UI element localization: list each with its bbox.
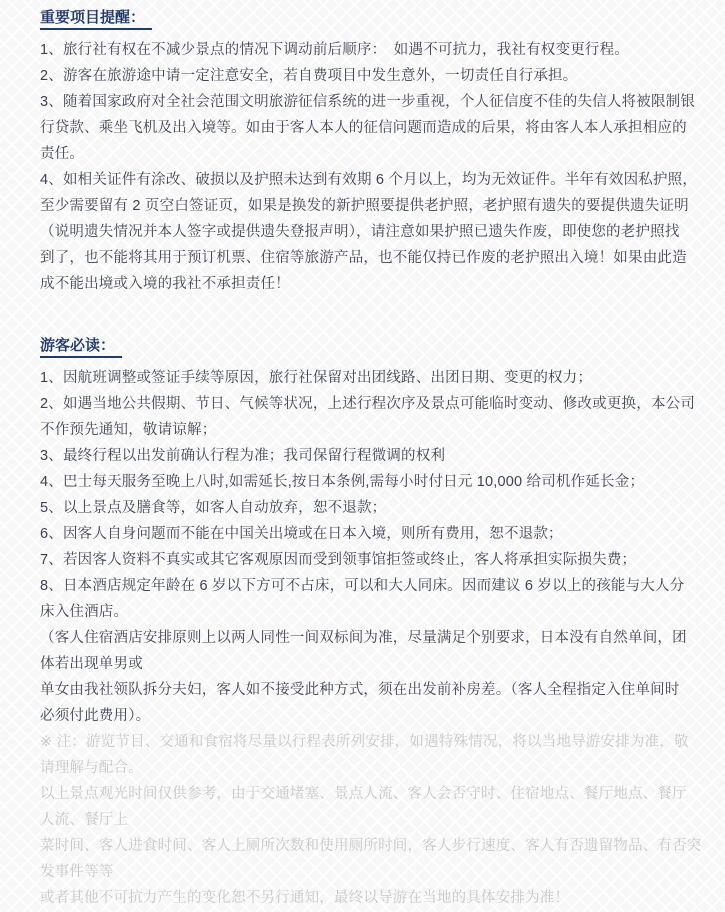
disclaimer-line-2: 以上景点观光时间仅供参考，由于交通堵塞、景点人流、客人会否守时、住宿地点、餐厅地点、餐厅	[40, 786, 687, 802]
notice-line-3-cont: 行贷款、乘坐飞机及出入境等。如由于客人本人的征信问题而造成的后果，将由客人本人承担相应的	[40, 120, 687, 136]
note-paren-1-end: 体若出现单男或	[40, 656, 143, 672]
section-important-notice	[40, 7, 697, 297]
note-line-3: 3、最终行程以出发前确认行程为准；我司保留行程微调的权利	[40, 448, 446, 464]
note-paren-1: （客人住宿酒店安排原则上以两人同性一间双标间为准，尽量满足个别要求，日本没有自然单间，团	[40, 630, 687, 646]
disclaimer-line-3-end: 发事件等等	[40, 864, 114, 880]
important-notice-title: 重要项目提醒：	[40, 7, 152, 30]
disclaimer-line-4: 或者其他不可抗力产生的变化恕不另行通知，最终以导游在当地的具体安排为准！	[40, 890, 570, 906]
disclaimer-line-3: 菜时间、客人进食时间、客人上厕所次数和使用厕所时间，客人步行速度、客人有否遗留物品、有否突	[40, 838, 702, 854]
note-line-8: 8、日本酒店规定年龄在 6 岁以下方可不占床，可以和大人同床。因而建议 6 岁以上的孩能与大人分	[40, 578, 685, 594]
note-line-2: 2、如遇当地公共假期、节日、气候等状况，上述行程次序及景点可能临时变动、修改或更换，本公司	[40, 396, 696, 412]
note-paren-2: 单女由我社领队拆分夫妇，客人如不接受此种方式，须在出发前补房差。（客人全程指定入住单间时	[40, 682, 680, 698]
note-line-6: 6、因客人自身问题而不能在中国关出境或在日本入境，则所有费用，恕不退款；	[40, 526, 563, 542]
disclaimer-line-1-end: 请理解与配合。	[40, 760, 143, 776]
important-notice-title-row	[40, 7, 697, 30]
disclaimer-line-2-end: 人流、餐厅上	[40, 812, 129, 828]
notice-line-3: 3、随着国家政府对全社会范围文明旅游征信系统的进一步重视，个人征信度不佳的失信人将被限制银	[40, 94, 696, 110]
notice-line-4-cont-3: 到了，也不能将其用于预订机票、住宿等旅游产品，也不能仅持已作废的老护照出入境！如果由此造	[40, 250, 687, 266]
disclaimer-line-1: ※ 注：游览节目、交通和食宿将尽量以行程表所列安排，如遇特殊情况，将以当地导游安排为准，敬	[40, 734, 689, 750]
notice-line-4-cont-1: 至少需要留有 2 页空白签证页，如果是换发的新护照要提供老护照，老护照有遗失的要提供遗失证明	[40, 198, 689, 214]
notice-line-3-end: 责任。	[40, 146, 85, 162]
section-tourist-notes	[40, 335, 702, 911]
note-line-8-end: 床入住酒店。	[40, 604, 129, 620]
note-line-4: 4、巴士每天服务至晚上八时,如需延长,按日本条例,需每小时付日元 10,000 给司机作延长金；	[40, 474, 645, 490]
notice-line-4-end: 成不能出境或入境的我社不承担责任！	[40, 276, 290, 292]
notice-line-1: 1、旅行社有权在不减少景点的情况下调动前后顺序： 如遇不可抗力，我社有权变更行程。	[40, 42, 630, 58]
note-paren-2-end: 必须付此费用）。	[40, 708, 151, 724]
tourist-notes-title: 游客必读：	[40, 335, 122, 358]
note-line-7: 7、若因客人资料不真实或其它客观原因而受到领事馆拒签或终止，客人将承担实际损失费；	[40, 552, 637, 568]
note-line-2-end: 不作预先通知，敬请谅解；	[40, 422, 217, 438]
note-line-5: 5、以上景点及膳食等，如客人自动放弃，恕不退款；	[40, 500, 387, 516]
notice-line-4: 4、如相关证件有涂改、破损以及护照未达到有效期 6 个月以上，均为无效证件。半年有效因私护照，	[40, 172, 698, 188]
notice-line-2: 2、游客在旅游途中请一定注意安全，若自费项目中发生意外，一切责任自行承担。	[40, 68, 578, 84]
notice-line-4-cont-2: （说明遗失情况并本人签字或提供遗失登报声明），请注意如果护照已遗失作废，即使您的老护照找	[40, 224, 680, 240]
tourist-notes-title-row	[40, 335, 697, 358]
note-line-1: 1、因航班调整或签证手续等原因，旅行社保留对出团线路、出团日期、变更的权力；	[40, 370, 593, 386]
